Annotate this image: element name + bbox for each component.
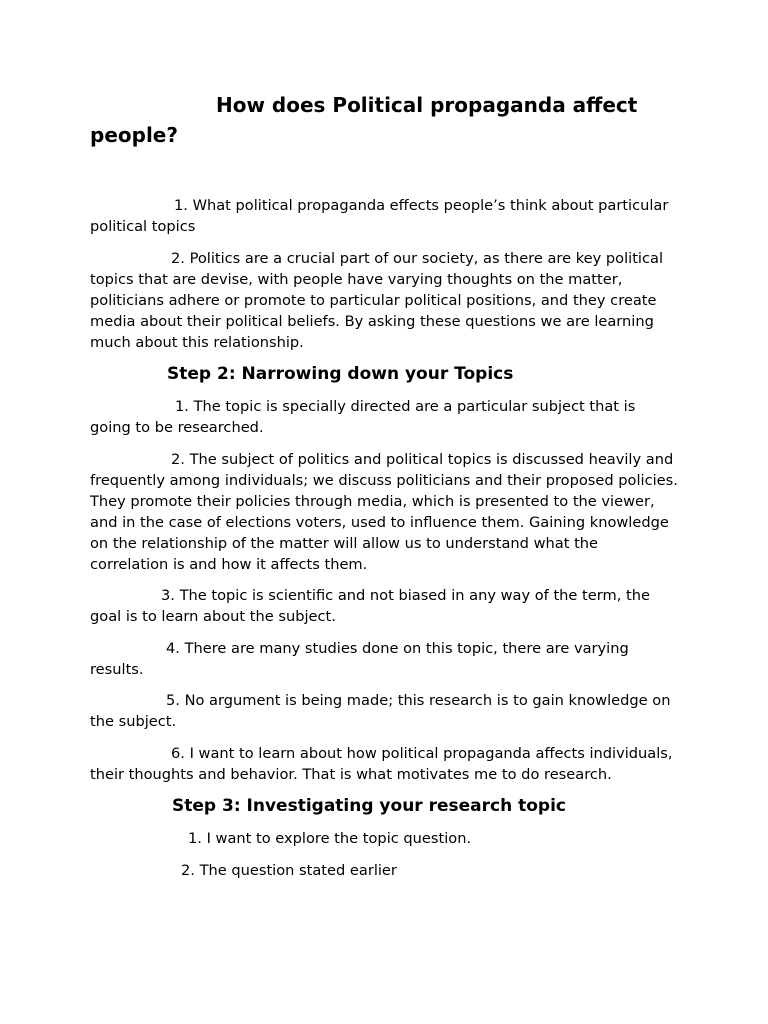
step2-paragraph-2: 2. The subject of politics and political topics is discussed heavily and frequently among individuals; we discuss politicians and their proposed policies. They promote their policies through media, which is presented to the viewer, and in the case of elections voters, used to influence them. Gaining knowledge on the relationship of the matter will allow us to understand what the correlation is and how it affects them. [90,450,678,573]
document-title: How does Political propaganda affect people? [90,93,638,147]
step1-paragraph-1: 1. What political propaganda effects people’s think about particular political topics [90,197,669,235]
document-body [90,195,680,891]
step2-heading: Step 2: Narrowing down your Topics [167,364,514,384]
step2-paragraph-6: 6. I want to learn about how political propaganda affects individuals, their thoughts and behavior. That is what motivates me to do research. [90,744,673,783]
step3-paragraph-1: 1. I want to explore the topic question. [188,830,472,847]
step3-paragraph-2: 2. The question stated earlier [181,861,397,879]
step2-paragraph-3: 3. The topic is scientific and not biased in any way of the term, the goal is to learn about the subject. [90,587,650,625]
step3-heading: Step 3: Investigating your research topic [172,796,566,816]
step2-paragraph-4: 4. There are many studies done on this topic, there are varying results. [90,639,629,678]
step2-paragraph-5: 5. No argument is being made; this research is to gain knowledge on the subject. [90,692,671,730]
step2-paragraph-1: 1. The topic is specially directed are a particular subject that is going to be researched. [90,398,636,436]
step1-paragraph-2: 2. Politics are a crucial part of our society, as there are key political topics that are devise, with people have varying thoughts on the matter, politicians adhere or promote to particular political positions, and they create media about their political beliefs. By asking these questions we are learning much about this relationship. [90,249,664,351]
